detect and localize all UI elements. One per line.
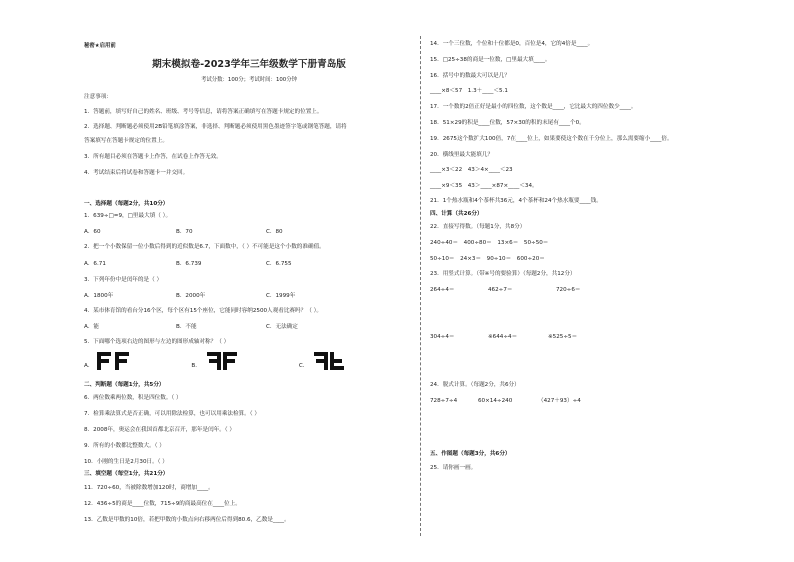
option-a: A．能 <box>84 324 100 330</box>
option-a: A． <box>84 363 94 370</box>
option-b: B．不能 <box>176 324 197 330</box>
section-heading: 二、判断题（每题1分，共5分） <box>84 382 165 388</box>
question-stem: 22．直接写得数。（每题1分，共8分） <box>430 224 526 230</box>
question-stem: 5．下面哪个选项右边的图形与左边的图形成轴对称？（ ） <box>84 339 230 345</box>
calc-row: 240÷40＝ 400÷80＝ 13×6＝ 50÷50＝ <box>430 240 549 246</box>
ff-figure-icon <box>97 352 131 370</box>
vertical-calc: 720÷6＝ <box>556 287 581 293</box>
section-heading: 一、选择题（每题2分，共10分） <box>84 201 169 207</box>
fill-item: 16．括号中的数最大可以是几？ <box>430 73 510 79</box>
calc-row: 50÷10＝ 24×3＝ 90÷10＝ 600÷20＝ <box>430 256 545 262</box>
question-stem: 2．把一个小数保留一位小数后得到的近似数是6.7，下面数中，（ ）不可能是这个小数的准确值。 <box>84 244 325 250</box>
option-a: A．6.71 <box>84 261 106 267</box>
option-a: A．60 <box>84 229 101 235</box>
notice-item: 1．答题前，填写好自己的姓名、班级、考号等信息，请将答案正确填写在答题卡规定的位置上。 <box>84 109 323 115</box>
option-c: C． <box>298 363 309 370</box>
option-c: C．1999年 <box>266 293 296 299</box>
judge-item: 10．小刚的生日是2月30日。（ ） <box>84 459 168 465</box>
section-heading: 四、计算（共26分） <box>430 211 483 217</box>
section-heading: 五、作图题（每题3分，共6分） <box>430 451 511 457</box>
judge-item: 9．所有的小数都比整数大。（ ） <box>84 443 165 449</box>
fill-item: 14．一个三位数，个位和十位都是0，百位是4，它的4倍是____。 <box>430 41 594 47</box>
secret-label: 秘密★启用前 <box>84 43 116 49</box>
option-c: C．6.755 <box>266 261 292 267</box>
section-heading: 三、填空题（每空1分，共21分） <box>84 471 169 477</box>
figure-option-c <box>299 352 347 370</box>
column-divider <box>420 36 421 536</box>
fill-item: 18．51×29的积是____位数，57×30的积的末尾有____个0。 <box>430 120 585 126</box>
option-b: B． <box>191 363 201 370</box>
vertical-calc: 462÷7＝ <box>488 287 513 293</box>
notice-item: 2．选择题、判断题必须使用2B铅笔填涂答案，非选择、判断题必须使用黑色墨迹签字笔或钢笔答题，请将 <box>84 124 347 130</box>
fill-item: ____×3＜22 43＞4×____＜23 <box>430 167 513 173</box>
vertical-calc: 304÷4＝ <box>430 334 455 340</box>
step-calc: 60×14÷240 <box>478 398 513 404</box>
notice-heading: 注意事项： <box>84 94 112 100</box>
page-title: 期末模拟卷-2023学年三年级数学下册青岛版 <box>152 59 346 70</box>
option-c: C．无法确定 <box>266 324 298 330</box>
judge-item: 6．两位数乘两位数，积是四位数。（ ） <box>84 395 182 401</box>
option-b: B．6.739 <box>176 261 202 267</box>
step-calc: 728÷7÷4 <box>430 398 458 404</box>
notice-item: 3．所有题目必须在答题卡上作答，在试卷上作答无效。 <box>84 154 222 160</box>
question-stem: 4．某市体育馆的看台分16个区，每个区有15个座位，它能同时容纳2500人观看比赛吗？（ ）。 <box>84 308 322 314</box>
question-stem: 23．用竖式计算。（带※号的要验算）（每题2分，共12分） <box>430 271 576 277</box>
question-stem: 1．639÷□=9，□里最大填（ ）。 <box>84 213 172 219</box>
mirrored-ff-figure-icon <box>205 352 239 370</box>
question-stem: 25．请你画一画。 <box>430 465 477 471</box>
question-stem: 3．下列年份中是闰年的是（ ） <box>84 277 163 283</box>
fill-item: 13．乙数是甲数的10倍，若把甲数的小数点向右移两位后得到80.6，乙数是____。 <box>84 517 290 523</box>
fill-item: ____×8＜57 1.3＋____＜5.1 <box>430 88 508 94</box>
figure-option-a <box>84 352 131 370</box>
fill-item: 20．横线里最大能填几？ <box>430 152 494 158</box>
fill-item: 17．一个数的2倍正好是最小的四位数，这个数是____，它比最大的四位数少____。 <box>430 104 637 110</box>
option-b: B．2000年 <box>176 293 206 299</box>
vertical-calc: ※525÷5＝ <box>548 334 578 340</box>
option-a: A．1800年 <box>84 293 114 299</box>
vertical-calc: 264÷4＝ <box>430 287 455 293</box>
fill-item: 15．□25÷38的商是一位数，□里最大填____。 <box>430 57 551 63</box>
option-c: C．80 <box>266 229 283 235</box>
figure-option-b <box>191 352 238 370</box>
fill-item: 19．2675这个数扩大100倍，7在____位上，如果要使这个数在千分位上，那么需要缩小____倍。 <box>430 136 673 142</box>
step-calc: （427＋93）÷4 <box>538 398 581 404</box>
notice-item: 4．考试结束后将试卷和答题卡一并交回。 <box>84 170 189 176</box>
fill-item: 11．720÷60，当被除数增加120时，商增加____。 <box>84 485 214 491</box>
judge-item: 7．检算乘法算式是否正确，可以用除法检算，也可以用乘法检算。（ ） <box>84 411 260 417</box>
flipped-ff-figure-icon <box>312 352 346 370</box>
question-stem: 24．脱式计算。（每题2分，共6分） <box>430 382 520 388</box>
notice-item: 答案填写在答题卡规定的位置上。 <box>84 138 168 144</box>
judge-item: 8．2008年，奥运会在我国首都北京召开，那年是闰年。（ ） <box>84 427 236 433</box>
exam-info: 考试分数：100分；考试时间：100分钟 <box>200 77 298 83</box>
fill-item: 21．1个热水瓶和4个茶杯共36元，4个茶杯和24个热水瓶要____钱。 <box>430 198 602 204</box>
vertical-calc: ※644÷4＝ <box>488 334 518 340</box>
figure-options <box>84 352 346 370</box>
fill-item: ____×9＜35 43＞____×87×____＜34。 <box>430 183 538 189</box>
option-b: B．70 <box>176 229 193 235</box>
fill-item: 12．436÷5的商是____位数，715÷9的商最高位在____位上。 <box>84 501 241 507</box>
